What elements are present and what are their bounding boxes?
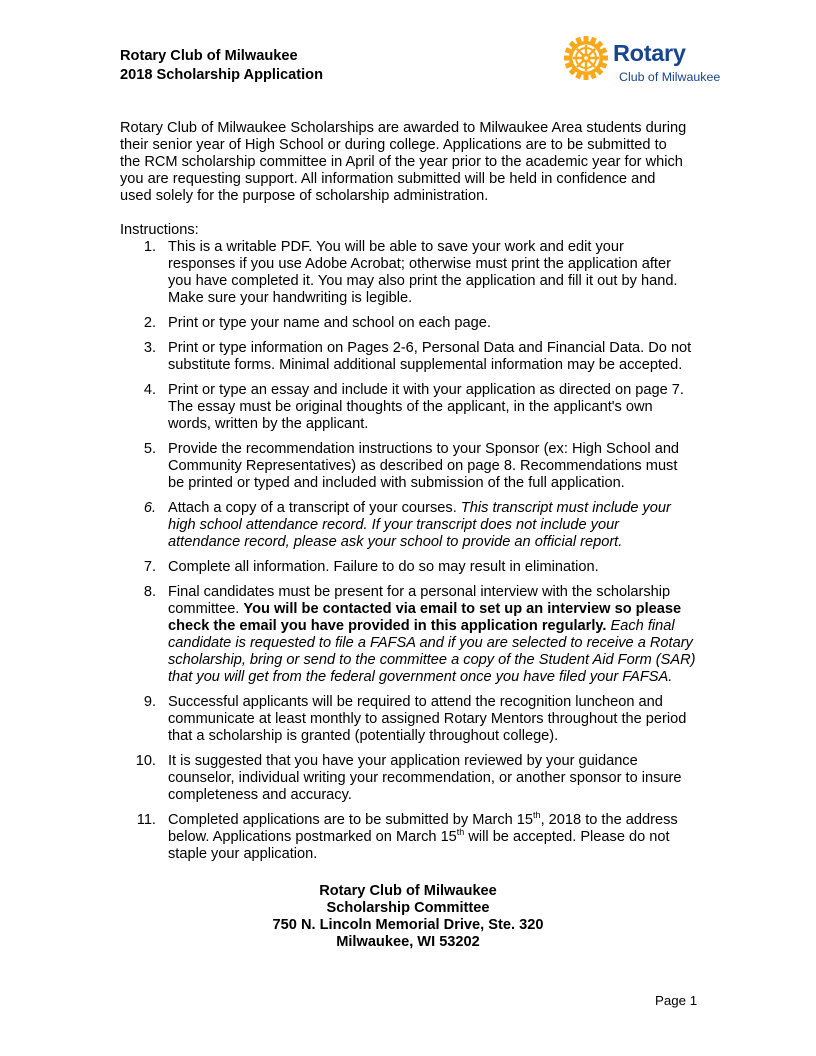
- application-title: 2018 Scholarship Application: [120, 67, 324, 83]
- item-line: words, written by the applicant.: [168, 416, 369, 432]
- item-line: This is a writable PDF. You will be able to save your work and edit your: [168, 239, 624, 255]
- item-line: high school attendance record. If your transcript does not include your: [168, 517, 620, 533]
- item-line: that a scholarship is granted (potentially throughout college).: [168, 728, 559, 744]
- item-number: 8.: [143, 584, 156, 600]
- item-text-italic: Each final: [606, 618, 675, 634]
- item-line: counselor, individual writing your recommendation, or another sponsor to insure: [168, 770, 682, 786]
- item-number: 1.: [143, 239, 156, 255]
- page-number: Page 1: [655, 993, 698, 1008]
- item-line: be printed or typed and included with submission of the full application.: [168, 475, 625, 491]
- address-line: Milwaukee, WI 53202: [336, 934, 480, 950]
- item-line: Successful applicants will be required to attend the recognition luncheon and: [168, 694, 663, 710]
- item-number: 6.: [143, 500, 156, 516]
- item-number: 9.: [143, 694, 156, 710]
- address-line: Scholarship Committee: [326, 900, 490, 916]
- item-line: scholarship, bring or send to the committee a copy of the Student Aid Form (SAR): [168, 652, 696, 668]
- item-number: 4.: [143, 382, 156, 398]
- item-line: responses if you use Adobe Acrobat; otherwise must print the application after: [168, 256, 671, 272]
- item-line: staple your application.: [168, 846, 318, 862]
- intro-line: Rotary Club of Milwaukee Scholarships are awarded to Milwaukee Area students during: [120, 120, 687, 136]
- address-line: Rotary Club of Milwaukee: [319, 883, 497, 899]
- instructions-heading: Instructions:: [120, 222, 199, 238]
- logo-subtitle: Club of Milwaukee: [619, 70, 721, 84]
- item-text: will be accepted. Please do not: [464, 829, 670, 845]
- rotary-wheel-icon: [562, 34, 610, 82]
- rotary-logo: [562, 34, 737, 86]
- list-item: [120, 500, 710, 551]
- mailing-address: [0, 883, 816, 951]
- logo-wordmark: Rotary: [613, 40, 686, 66]
- item-number: 11.: [136, 812, 156, 828]
- item-line: Print or type information on Pages 2-6, Personal Data and Financial Data. Do not: [168, 340, 692, 356]
- list-item: [120, 812, 710, 863]
- item-line: communicate at least monthly to assigned Rotary Mentors throughout the period: [168, 711, 687, 727]
- item-line: Make sure your handwriting is legible.: [168, 290, 413, 306]
- list-item: [120, 441, 710, 492]
- item-line: It is suggested that you have your application reviewed by your guidance: [168, 753, 638, 769]
- list-item: [120, 340, 710, 374]
- item-text-italic: This transcript must include your: [460, 500, 671, 516]
- item-line: that you will get from the federal government once you have filed your FAFSA.: [168, 669, 673, 685]
- item-line: The essay must be original thoughts of the applicant, in the applicant's own: [168, 399, 653, 415]
- item-number: 10.: [135, 753, 156, 769]
- intro-line: used solely for the purpose of scholarship administration.: [120, 188, 489, 204]
- document-header: [120, 47, 323, 85]
- item-line: Provide the recommendation instructions to your Sponsor (ex: High School and: [168, 441, 680, 457]
- item-line: candidate is requested to file a FAFSA and if you are selected to receive a Rotary: [168, 635, 693, 651]
- item-line: substitute forms. Minimal additional supplemental information may be accepted.: [168, 357, 683, 373]
- item-line: Complete all information. Failure to do so may result in elimination.: [168, 559, 599, 575]
- item-number: 7.: [143, 559, 156, 575]
- list-item: [120, 753, 710, 804]
- item-line: Final candidates must be present for a personal interview with the scholarship: [168, 584, 671, 600]
- item-line: Print or type an essay and include it with your application as directed on page 7.: [168, 382, 684, 398]
- list-item: [120, 315, 710, 332]
- item-text: committee.: [168, 601, 244, 617]
- superscript: th: [533, 810, 541, 820]
- item-line: attendance record, please ask your school to provide an official report.: [168, 534, 623, 550]
- item-number: 2.: [143, 315, 156, 331]
- item-number: 3.: [143, 340, 156, 356]
- address-line: 750 N. Lincoln Memorial Drive, Ste. 320: [272, 917, 544, 933]
- organization-title: Rotary Club of Milwaukee: [120, 48, 298, 64]
- item-text: Attach a copy of a transcript of your courses.: [168, 500, 461, 516]
- item-text-bold: You will be contacted via email to set up an interview so please: [243, 601, 682, 617]
- item-text: , 2018 to the address: [540, 812, 678, 828]
- instructions-list: [120, 239, 710, 871]
- intro-paragraph: [120, 120, 705, 205]
- intro-line: the RCM scholarship committee in April of the year prior to the academic year for which: [120, 154, 683, 170]
- item-line: [168, 601, 710, 618]
- list-item: [120, 559, 710, 576]
- list-item: [120, 382, 710, 433]
- superscript: th: [456, 827, 465, 837]
- intro-line: you are requesting support. All information submitted will be held in confidence and: [120, 171, 656, 187]
- item-line: [168, 500, 710, 517]
- item-line: [168, 829, 710, 846]
- list-item: [120, 694, 710, 745]
- item-text-bold: check the email you have provided in this application regularly.: [168, 618, 607, 634]
- list-item: [120, 239, 710, 307]
- item-text: below. Applications postmarked on March 15: [168, 829, 457, 845]
- item-line: [168, 618, 710, 635]
- item-number: 5.: [143, 441, 156, 457]
- item-line: Community Representatives) as described on page 8. Recommendations must: [168, 458, 678, 474]
- item-line: [168, 812, 710, 829]
- item-line: Print or type your name and school on each page.: [168, 315, 491, 331]
- item-text: Completed applications are to be submitted by March 15: [168, 812, 534, 828]
- item-line: you have completed it. You may also print the application and fill it out by hand.: [168, 273, 678, 289]
- item-line: completeness and accuracy.: [168, 787, 352, 803]
- intro-line: their senior year of High School or during college. Applications are to be submitted to: [120, 137, 667, 153]
- list-item: [120, 584, 710, 686]
